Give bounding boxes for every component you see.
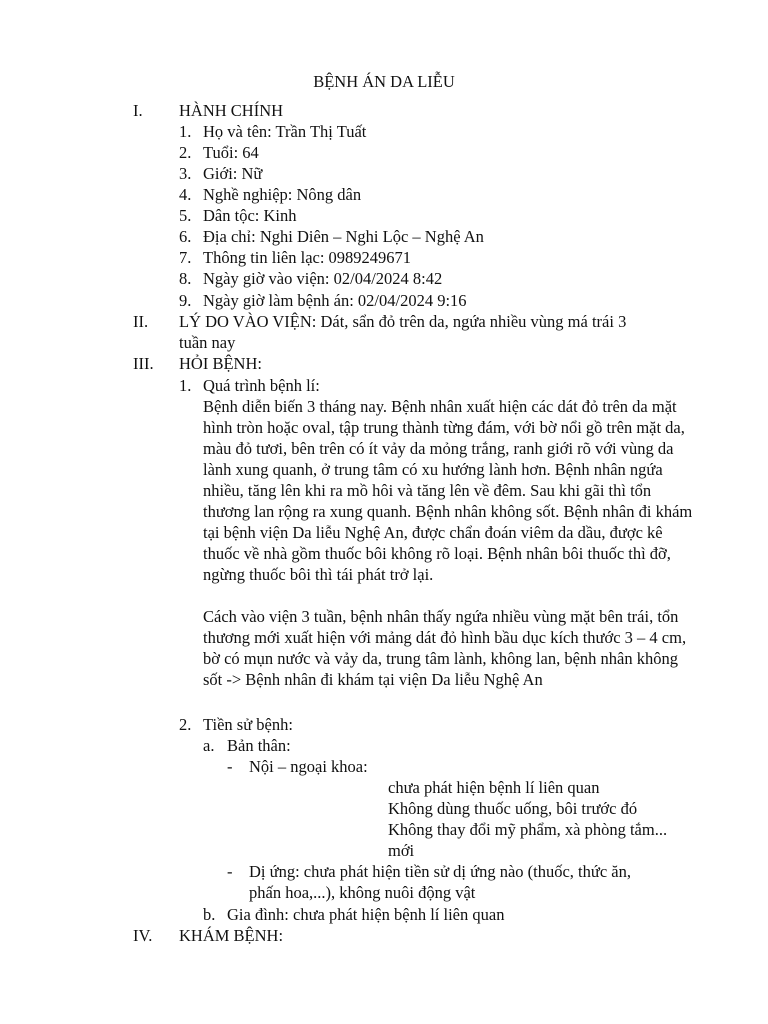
list-number: 8.	[179, 269, 192, 288]
sublist-letter: b.	[203, 905, 216, 924]
admin-occupation: Nghề nghiệp: Nông dân	[203, 185, 362, 204]
document-title: BỆNH ÁN DA LIỄU	[313, 72, 455, 91]
personal-history-title: Bản thân:	[227, 736, 291, 755]
list-number: 4.	[179, 185, 192, 204]
internal-surgical-line: chưa phát hiện bệnh lí liên quan	[388, 778, 600, 797]
bullet-dash: -	[227, 862, 233, 881]
section-heading-history: HỎI BỆNH:	[179, 354, 262, 373]
internal-surgical-line: Không dùng thuốc uống, bôi trước đó	[388, 799, 638, 818]
section-number-iii: III.	[133, 354, 154, 373]
list-number: 6.	[179, 227, 192, 246]
list-number: 3.	[179, 164, 192, 183]
admin-contact: Thông tin liên lạc: 0989249671	[203, 248, 412, 267]
section-number-iv: IV.	[133, 926, 153, 945]
section-heading-reason-cont: tuần nay	[179, 333, 236, 352]
list-number: 1.	[179, 376, 192, 395]
sublist-letter: a.	[203, 736, 215, 755]
allergy-line-1: Dị ứng: chưa phát hiện tiền sử dị ứng nào (thuốc, thức ăn,	[249, 862, 631, 881]
section-heading-admin: HÀNH CHÍNH	[179, 101, 284, 120]
section-heading-reason: LÝ DO VÀO VIỆN: Dát, sẩn đỏ trên da, ngứa nhiều vùng má trái 3	[179, 312, 627, 331]
list-number: 5.	[179, 206, 192, 225]
list-number: 2.	[179, 715, 192, 734]
internal-surgical-line: mới	[388, 841, 415, 860]
list-number: 2.	[179, 143, 192, 162]
disease-course-paragraph-2: Cách vào viện 3 tuần, bệnh nhân thấy ngứa nhiều vùng mặt bên trái, tổn thương mới xuất hiện với mảng dát đỏ hình bầu dục kích thước 3 – 4 cm, bờ có mụn nước và vảy da, trung tâm lành, không lan, bệnh nhân không sốt -> Bệnh nhân đi khám tại viện Da liễu Nghệ An	[203, 607, 687, 689]
bullet-dash: -	[227, 757, 233, 776]
admin-record-time: Ngày giờ làm bệnh án: 02/04/2024 9:16	[203, 291, 467, 310]
admin-address: Địa chỉ: Nghi Diên – Nghi Lộc – Nghệ An	[203, 227, 484, 246]
section-number-i: I.	[133, 101, 143, 120]
admin-ethnicity: Dân tộc: Kinh	[203, 206, 297, 225]
section-heading-examination: KHÁM BỆNH:	[179, 926, 284, 945]
list-number: 1.	[179, 122, 192, 141]
disease-course-paragraph-1: Bệnh diễn biến 3 tháng nay. Bệnh nhân xuất hiện các dát đỏ trên da mặt hình tròn hoặc oval, tập trung thành từng đám, với bờ nổi gồ trên mặt da, màu đỏ tươi, bên trên có ít vảy da mỏng trắng, ranh giới rõ với vùng da lành xung quanh, ở trung tâm có xu hướng lành hơn. Bệnh nhân ngứa nhiều, tăng lên khi ra mồ hôi và tăng lên về đêm. Sau khi gãi thì tổn thương lan rộng ra xung quanh. Bệnh nhân không sốt. Bệnh nhân đi khám tại bệnh viện Da liễu Nghệ An, được chẩn đoán viêm da dầu, được kê thuốc về nhà gồm thuốc bôi không rõ loại. Bệnh nhân bôi thuốc thì đỡ, ngừng thuốc bôi thì tái phát trở lại.	[203, 397, 693, 584]
admin-gender: Giới: Nữ	[203, 164, 263, 183]
admin-age: Tuổi: 64	[203, 143, 259, 162]
list-number: 7.	[179, 248, 192, 267]
list-number: 9.	[179, 291, 192, 310]
medical-history-title: Tiền sử bệnh:	[203, 715, 293, 734]
allergy-line-2: phấn hoa,...), không nuôi động vật	[249, 883, 476, 902]
family-history: Gia đình: chưa phát hiện bệnh lí liên quan	[227, 905, 505, 924]
disease-course-title: Quá trình bệnh lí:	[203, 376, 320, 395]
admin-name: Họ và tên: Trần Thị Tuất	[203, 122, 367, 141]
section-number-ii: II.	[133, 312, 149, 331]
internal-surgical-line: Không thay đổi mỹ phẩm, xà phòng tắm...	[388, 820, 668, 839]
internal-surgical-label: Nội – ngoại khoa:	[249, 757, 368, 776]
admin-admission-time: Ngày giờ vào viện: 02/04/2024 8:42	[203, 269, 443, 288]
